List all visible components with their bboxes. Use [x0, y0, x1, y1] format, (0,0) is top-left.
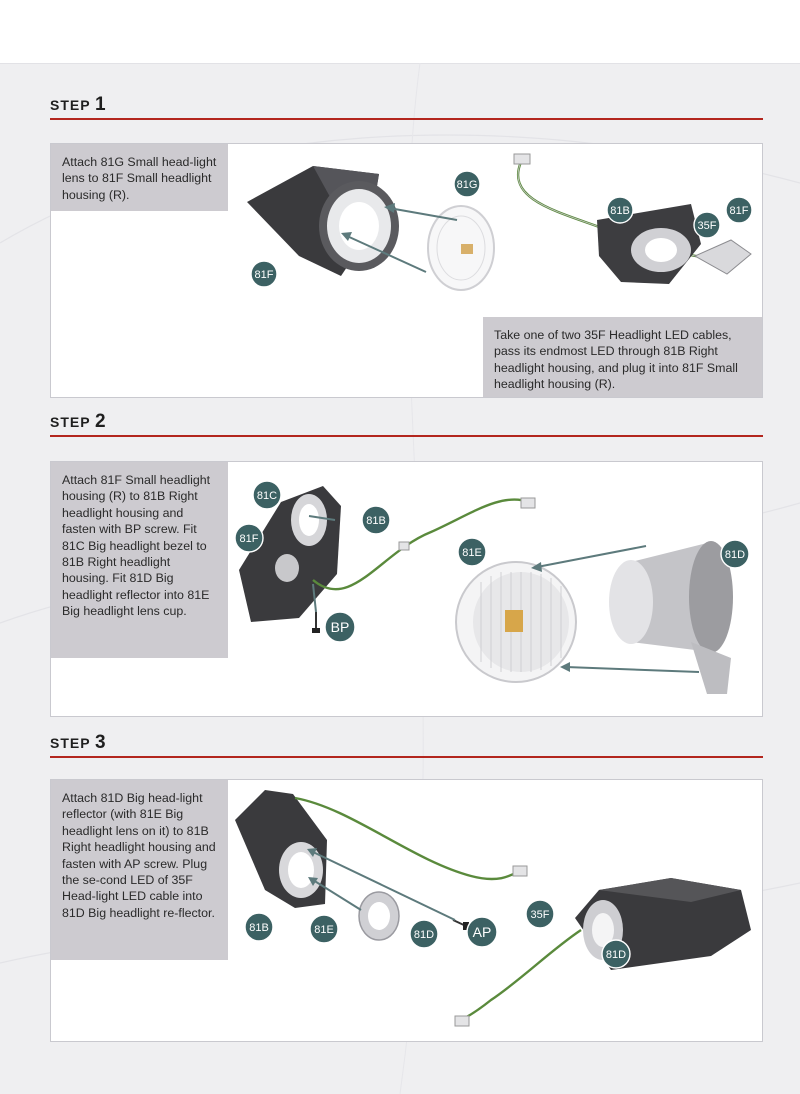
callout-81g [454, 171, 480, 197]
svg-text:81G: 81G [456, 179, 478, 191]
step-3-illustration [51, 780, 762, 1041]
svg-text:81B: 81B [610, 205, 630, 217]
step-3-panel [50, 779, 763, 1042]
step-rule [50, 756, 763, 758]
svg-text:81F: 81F [729, 205, 749, 217]
callout-81e [458, 538, 486, 566]
step-1-instruction: Attach 81G Small head-light lens to 81F Small headlight housing (R). [51, 144, 228, 211]
svg-text:81B: 81B [249, 922, 269, 934]
step-1-header [50, 96, 763, 118]
svg-text:35F: 35F [530, 909, 550, 921]
callout-35f [526, 900, 554, 928]
callout-81d [410, 920, 438, 948]
callout-81d-2 [602, 940, 630, 968]
callout-81c [253, 481, 281, 509]
svg-text:AP: AP [472, 924, 492, 940]
top-band [0, 0, 800, 64]
step-2-instruction: Attach 81F Small headlight housing (R) to 81B Right headlight housing and fasten with BP screw. Fit 81C Big headlight bezel to 81B Right headlight housing. Fit 81D Big headlight reflector into 81E Big headlight lens cup. [51, 462, 228, 658]
callout-81e [310, 915, 338, 943]
step-1-cable-instruction: Take one of two 35F Headlight LED cables, pass its endmost LED through 81B Right headlight housing, and plug it into 81F Small headlight housing (R). [483, 317, 762, 397]
svg-text:BP: BP [330, 619, 350, 635]
step-3-instruction: Attach 81D Big head-light reflector (with 81E Big headlight lens on it) to 81B Right headlight housing and fasten with AP screw. Plug the se-cond LED of 35F Head-light LED cable into 81D Big headlight re-flector. [51, 780, 228, 960]
step-rule [50, 435, 763, 437]
callout-81b [362, 506, 390, 534]
step-rule [50, 118, 763, 120]
step-number: 1 [95, 94, 106, 115]
svg-text:81D: 81D [413, 929, 435, 941]
svg-text:81F: 81F [254, 269, 274, 281]
step-1-panel [50, 143, 763, 398]
step-1-title [50, 94, 106, 116]
svg-text:35F: 35F [697, 220, 717, 232]
svg-text:81B: 81B [366, 515, 386, 527]
callout-81d [721, 540, 749, 568]
callout-81f-2 [726, 197, 752, 223]
svg-text:81E: 81E [462, 547, 482, 559]
svg-text:81D: 81D [724, 549, 746, 561]
step-3-title [50, 732, 106, 754]
svg-text:81D: 81D [605, 949, 627, 961]
svg-text:81C: 81C [256, 490, 278, 502]
step-word: STEP [50, 414, 91, 430]
svg-text:81F: 81F [239, 533, 259, 545]
callout-bp [325, 612, 355, 642]
callout-35f [694, 212, 720, 238]
callout-81f [235, 524, 263, 552]
step-3-header [50, 734, 763, 756]
step-2-title [50, 411, 106, 433]
svg-text:81E: 81E [314, 924, 334, 936]
callout-81b [245, 913, 273, 941]
step-number: 3 [95, 732, 106, 753]
step-2-header [50, 413, 763, 435]
step-number: 2 [95, 411, 106, 432]
step-2-illustration [51, 462, 762, 716]
callout-ap [467, 917, 497, 947]
callout-81f [251, 261, 277, 287]
step-word: STEP [50, 97, 91, 113]
step-2-panel [50, 461, 763, 717]
callout-81b [607, 197, 633, 223]
step-word: STEP [50, 735, 91, 751]
